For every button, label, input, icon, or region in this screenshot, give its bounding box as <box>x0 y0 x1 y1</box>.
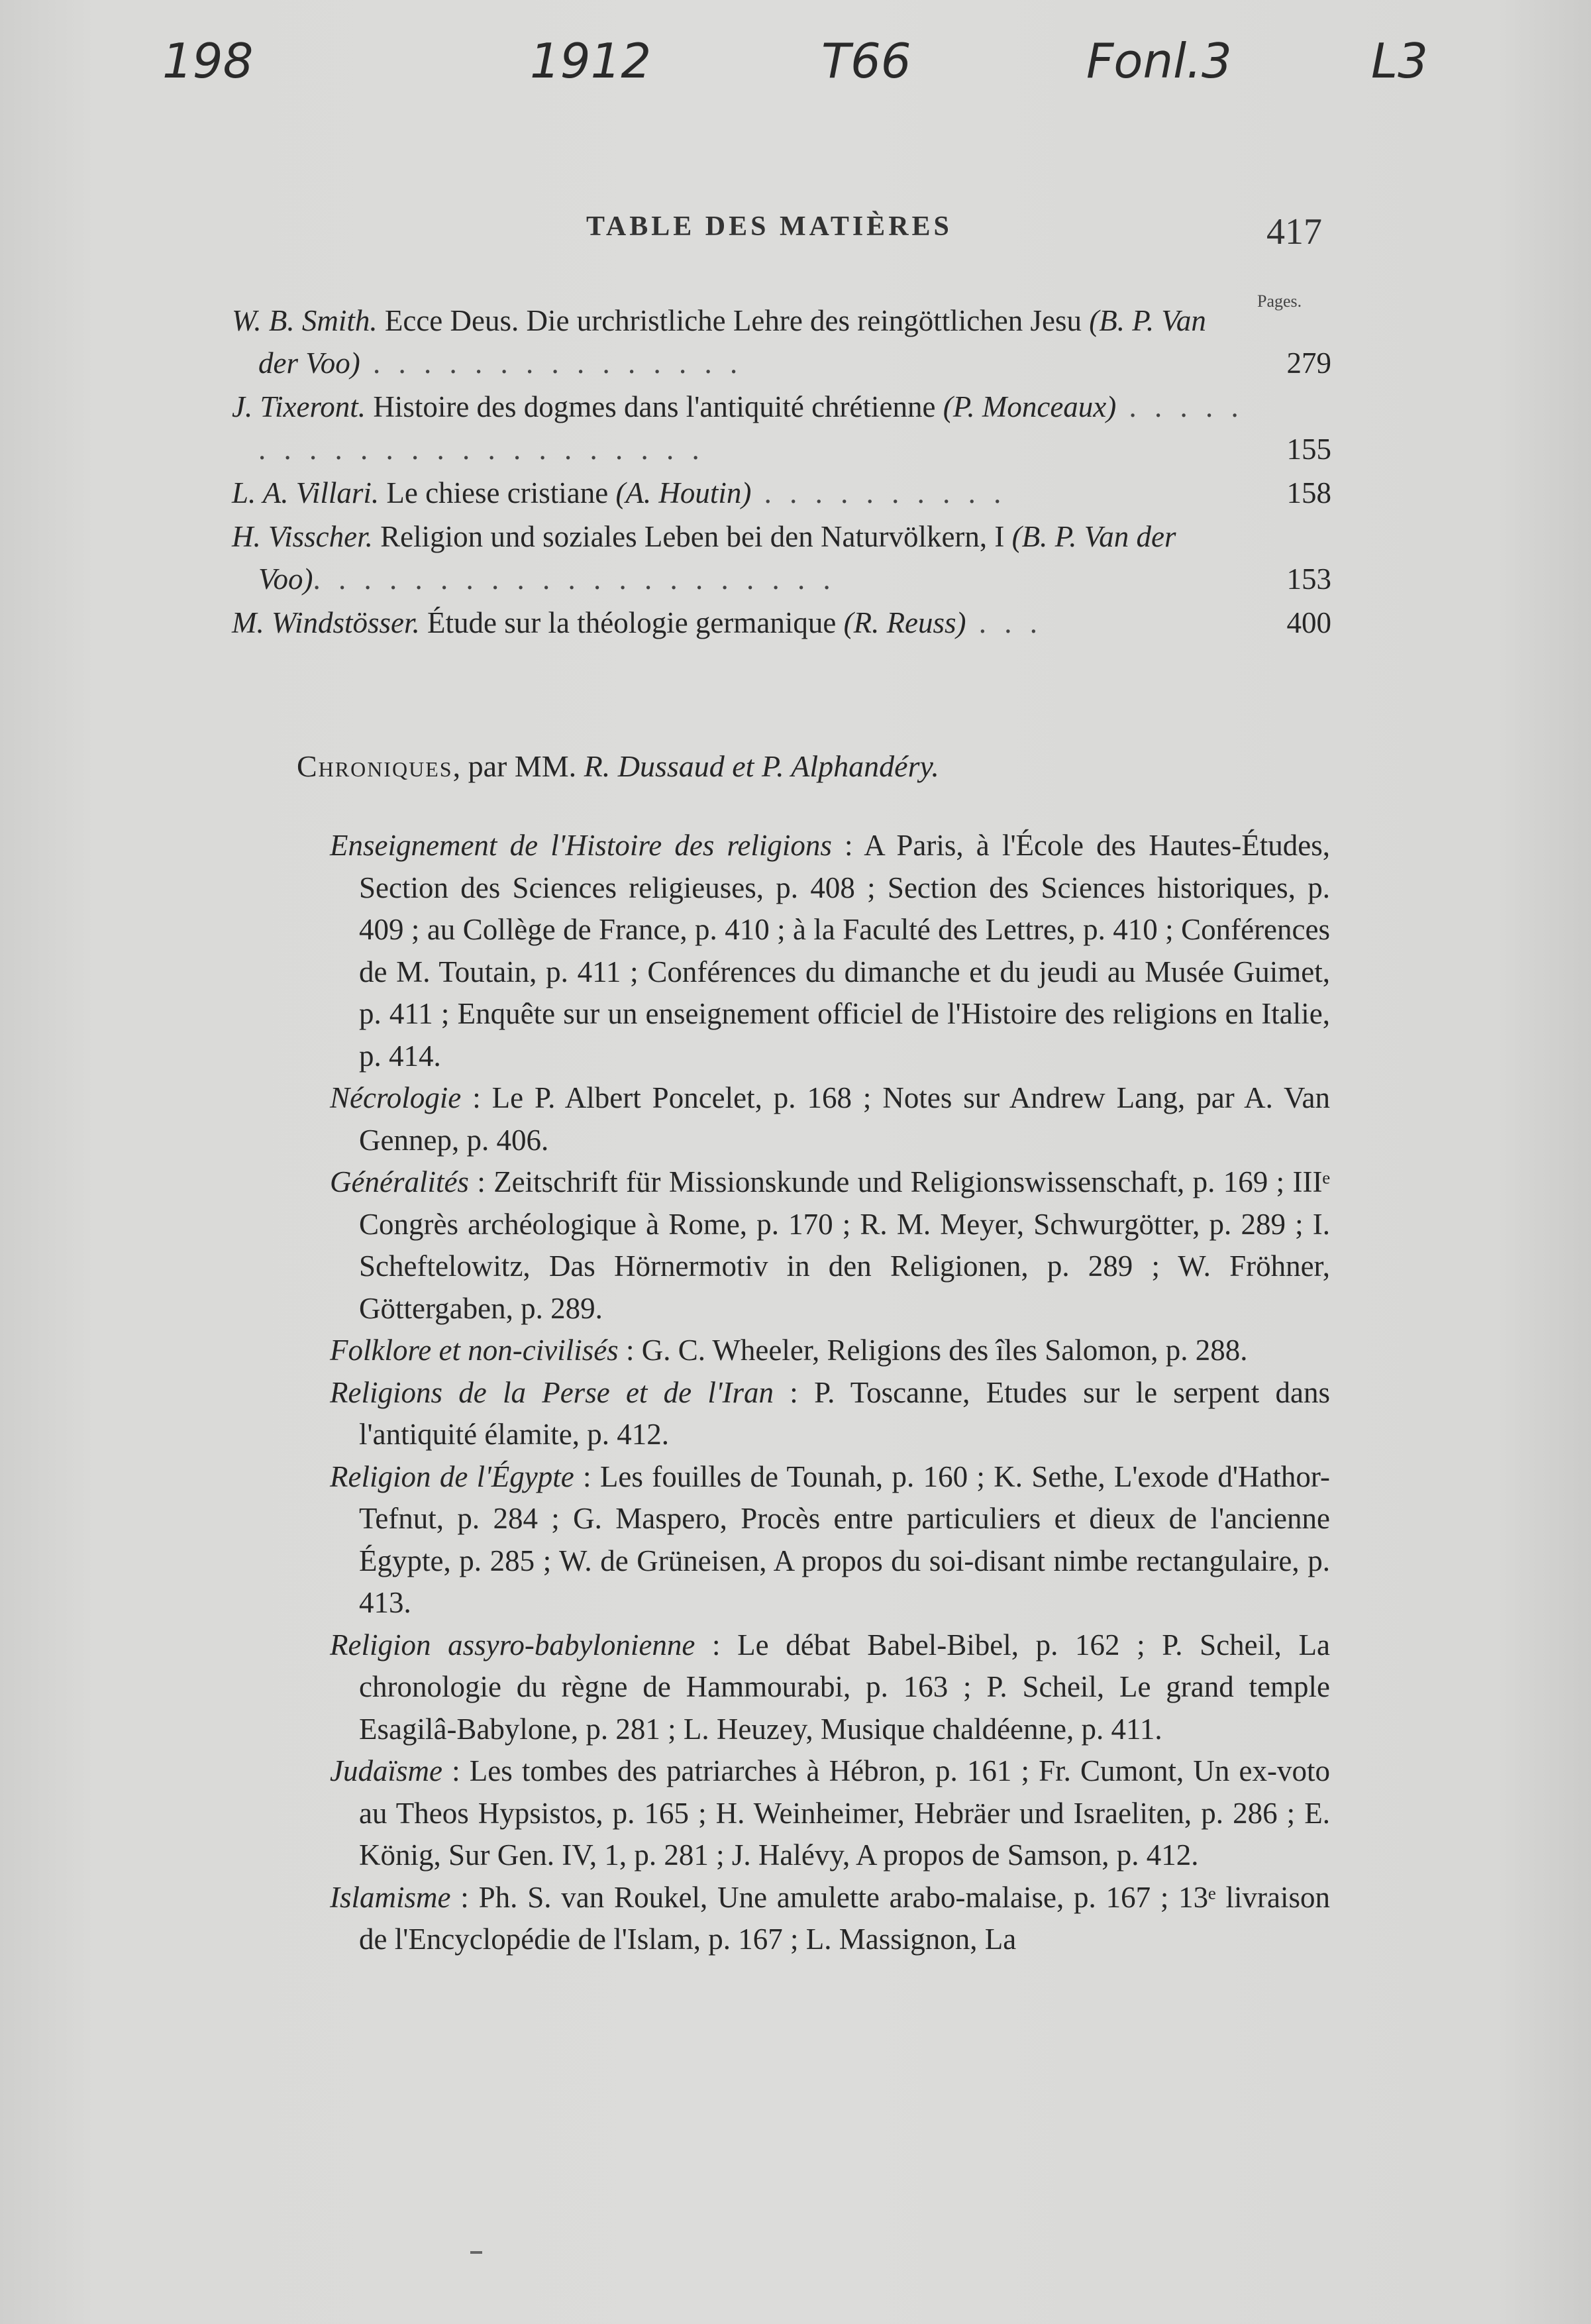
chroniques-authors: R. Dussaud et P. Alphandéry. <box>584 749 939 783</box>
entry-reviewer: (B. P. Van der Voo) <box>258 520 1176 596</box>
section-title: Généralités <box>330 1165 469 1198</box>
entry-author: H. Visscher. <box>232 520 373 553</box>
dot-leader: . . . . . . . . . . <box>751 476 1007 509</box>
section-title: Religion de l'Égypte <box>330 1459 574 1493</box>
section-title: Religion assyro-babylonienne <box>330 1628 695 1662</box>
annotation-4: Fonl.3 <box>1086 33 1232 89</box>
pages-column-label: Pages. <box>1257 291 1302 311</box>
chronique-section: Généralités : Zeitschrift für Missionskunde und Religionswissenschaft, p. 169 ; IIIᵉ Congrès archéologique à Rome, p. 170 ; R. M. Meyer, Schwurgötter, p. 289 ; I. Scheftelowitz, Das Hörnermotiv in den Religionen, p. 289 ; W. Fröhner, Göttergaben, p. 289. <box>330 1165 1330 1325</box>
entry-text: Ecce Deus. Die urchristliche Lehre des reingöttlichen Jesu <box>377 304 1090 337</box>
section-text: Zeitschrift für Missionskunde und Religionswissenschaft, p. 169 ; IIIᵉ Congrès archéologique à Rome, p. 170 ; R. M. Meyer, Schwurgötter, p. 289 ; I. Scheftelowitz, Das Hörnermotiv in den Religionen, p. 289 ; W. Fröhner, Göttergaben, p. 289. <box>359 1165 1330 1325</box>
chroniques-by: , par MM. <box>452 749 584 783</box>
dot-leader: . . . <box>966 606 1043 639</box>
section-text: P. Toscanne, Etudes sur le serpent dans l'antiquité élamite, p. 412. <box>359 1375 1330 1451</box>
dot-leader: . . . . . . . . . . . . . . . . . . . . . . . <box>258 390 1244 466</box>
entry-author: M. Windstösser. <box>232 606 420 639</box>
page-number: 417 <box>1266 211 1322 252</box>
chroniques-sections <box>330 825 1330 1961</box>
entry-text: Le chiese cristiane <box>379 476 616 509</box>
dot-leader: . . . . . . . . . . . . . . . . . . . . . <box>313 562 836 596</box>
entry-reviewer: (P. Monceaux) <box>943 390 1117 423</box>
section-title: Religions de la Perse et de l'Iran <box>330 1375 774 1409</box>
entry-author: J. Tixeront. <box>232 390 366 423</box>
chronique-section: Religion assyro-babylonienne : Le débat Babel-Bibel, p. 162 ; P. Scheil, La chronologie du règne de Hammourabi, p. 163 ; P. Scheil, Le grand temple Esagilâ-Babylone, p. 281 ; L. Heuzey, Musique chaldéenne, p. 411. <box>330 1628 1330 1746</box>
entry-text: Religion und soziales Leben bei den Naturvölkern, I <box>372 520 1012 553</box>
entry-page: 400 <box>1286 606 1331 639</box>
chronique-section: Religions de la Perse et de l'Iran : P. Toscanne, Etudes sur le serpent dans l'antiquité élamite, p. 412. <box>330 1375 1330 1451</box>
chroniques-label: Chroniques <box>297 749 453 783</box>
section-text: G. C. Wheeler, Religions des îles Salomon, p. 288. <box>641 1334 1248 1367</box>
index-entry <box>232 515 1331 600</box>
chronique-section: Judaïsme : Les tombes des patriarches à Hébron, p. 161 ; Fr. Cumont, Un ex-voto au Theos Hypsistos, p. 165 ; H. Weinheimer, Hebräer und Israeliten, p. 286 ; E. König, Sur Gen. IV, 1, p. 281 ; J. Halévy, A propos de Samson, p. 412. <box>330 1754 1330 1872</box>
stray-mark <box>470 2251 482 2254</box>
entry-page: 153 <box>1286 562 1331 596</box>
section-text: Le débat Babel-Bibel, p. 162 ; P. Scheil, La chronologie du règne de Hammourabi, p. 163 ; P. Scheil, Le grand temple Esagilâ-Babylone, p. 281 ; L. Heuzey, Musique chaldéenne, p. 411. <box>359 1628 1330 1746</box>
section-title: Enseignement de l'Histoire des religions <box>330 829 832 862</box>
entry-page: 279 <box>1286 346 1331 380</box>
index-entry <box>232 386 1331 470</box>
chronique-section: Islamisme : Ph. S. van Roukel, Une amulette arabo-malaise, p. 167 ; 13ᵉ livraison de l'Encyclopédie de l'Islam, p. 167 ; L. Massignon, La <box>330 1880 1330 1956</box>
handwritten-annotations <box>0 33 1591 119</box>
annotation-1: 198 <box>162 33 254 89</box>
page-header-title: TABLE DES MATIÈRES <box>586 211 952 242</box>
entry-page: 158 <box>1286 476 1331 509</box>
index-entries <box>232 299 1331 645</box>
section-text: A Paris, à l'École des Hautes-Études, Section des Sciences religieuses, p. 408 ; Section des Sciences historiques, p. 409 ; au Collège de France, p. 410 ; à la Faculté des Lettres, p. 410 ; Conférences de M. Toutain, p. 411 ; Conférences du dimanche et du jeudi au Musée Guimet, p. 411 ; Enquête sur un enseignement officiel de l'Histoire des religions en Italie, p. 414. <box>359 829 1330 1073</box>
chronique-section: Religion de l'Égypte : Les fouilles de Tounah, p. 160 ; K. Sethe, L'exode d'Hathor-Tefnut, p. 284 ; G. Maspero, Procès entre particuliers et dieux de l'ancienne Égypte, p. 285 ; W. de Grüneisen, A propos du soi-disant nimbe rectangulaire, p. 413. <box>330 1459 1330 1619</box>
entry-reviewer: (R. Reuss) <box>843 606 966 639</box>
section-title: Folklore et non-civilisés <box>330 1334 619 1367</box>
section-text: Les tombes des patriarches à Hébron, p. 161 ; Fr. Cumont, Un ex-voto au Theos Hypsistos, p. 165 ; H. Weinheimer, Hebräer und Israeliten, p. 286 ; E. König, Sur Gen. IV, 1, p. 281 ; J. Halévy, A propos de Samson, p. 412. <box>359 1754 1330 1872</box>
annotation-2: 1912 <box>530 33 652 89</box>
entry-author: W. B. Smith. <box>232 304 378 337</box>
index-entry <box>232 299 1331 384</box>
chronique-section: Folklore et non-civilisés : G. C. Wheeler, Religions des îles Salomon, p. 288. <box>330 1334 1248 1367</box>
entry-reviewer: (B. P. Van der Voo) <box>258 304 1206 380</box>
annotation-5: L3 <box>1371 33 1428 89</box>
section-text: Les fouilles de Tounah, p. 160 ; K. Sethe, L'exode d'Hathor-Tefnut, p. 284 ; G. Maspero, Procès entre particuliers et dieux de l'ancienne Égypte, p. 285 ; W. de Grüneisen, A propos du soi-disant nimbe rectangulaire, p. 413. <box>359 1459 1330 1619</box>
index-entry <box>232 602 1331 644</box>
section-title: Judaïsme <box>330 1754 442 1787</box>
section-title: Islamisme <box>330 1880 451 1914</box>
section-text: Le P. Albert Poncelet, p. 168 ; Notes sur Andrew Lang, par A. Van Gennep, p. 406. <box>359 1081 1330 1157</box>
entry-text: Histoire des dogmes dans l'antiquité chrétienne <box>366 390 943 423</box>
entry-text: Étude sur la théologie germanique <box>419 606 844 639</box>
chronique-section: Enseignement de l'Histoire des religions : A Paris, à l'École des Hautes-Études, Section des Sciences religieuses, p. 408 ; Section des Sciences historiques, p. 409 ; au Collège de France, p. 410 ; à la Faculté des Lettres, p. 410 ; Conférences de M. Toutain, p. 411 ; Conférences du dimanche et du jeudi au Musée Guimet, p. 411 ; Enquête sur un enseignement officiel de l'Histoire des religions en Italie, p. 414. <box>330 829 1330 1073</box>
chronique-section: Nécrologie : Le P. Albert Poncelet, p. 168 ; Notes sur Andrew Lang, par A. Van Gennep, p. 406. <box>330 1081 1330 1157</box>
section-title: Nécrologie <box>330 1081 462 1114</box>
entry-author: L. A. Villari. <box>232 476 380 509</box>
annotation-3: T66 <box>821 33 911 89</box>
section-text: Ph. S. van Roukel, Une amulette arabo-malaise, p. 167 ; 13ᵉ livraison de l'Encyclopédie de l'Islam, p. 167 ; L. Massignon, La <box>359 1880 1330 1956</box>
entry-reviewer: (A. Houtin) <box>615 476 752 509</box>
index-entry <box>232 472 1331 514</box>
entry-page: 155 <box>1286 433 1331 466</box>
chroniques-heading <box>297 749 939 784</box>
dot-leader: . . . . . . . . . . . . . . . <box>360 346 743 380</box>
